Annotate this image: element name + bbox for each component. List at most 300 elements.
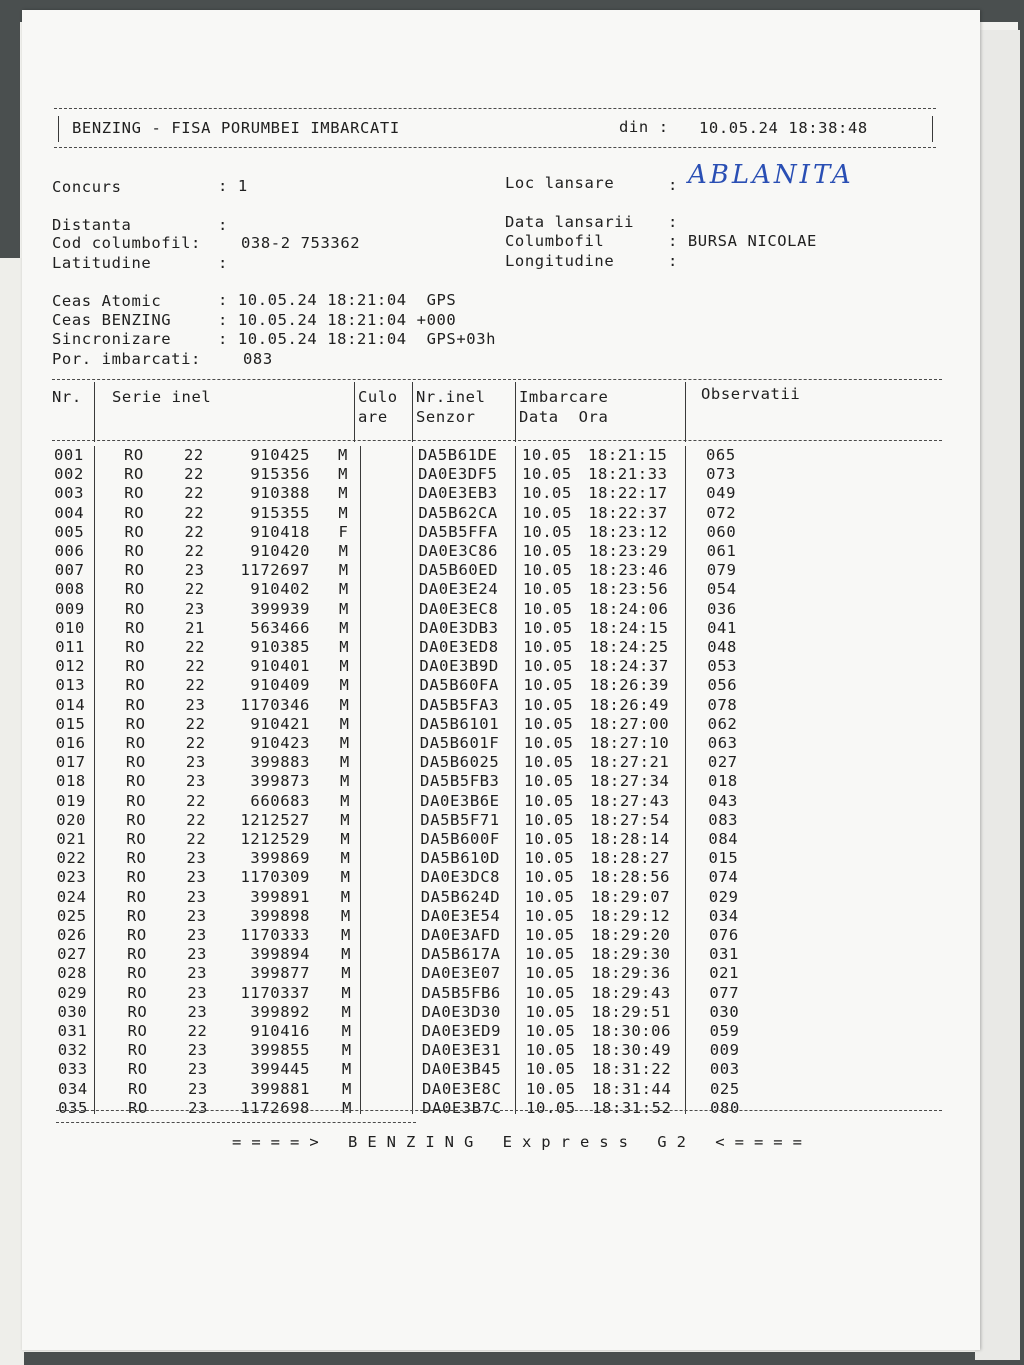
cell-num: 910423 (250, 734, 310, 752)
ceas-benzing-value: : 10.05.24 18:21:04 +000 (218, 311, 457, 329)
cell-yr: 23 (188, 1098, 208, 1117)
cell-time: 18:23:46 (588, 561, 669, 580)
cell-date: 10.05 (524, 849, 575, 868)
header-bottom-rule (54, 147, 936, 148)
cell-date: 10.05 (524, 810, 574, 829)
cell-cc: RO (127, 1022, 148, 1040)
cell-time: 18:26:49 (589, 695, 670, 714)
column-divider (360, 446, 361, 1114)
cell-cc: RO (126, 791, 147, 810)
cell-date: 10.05 (524, 791, 574, 810)
cell-sex: M (340, 849, 351, 868)
cell-num: 1172698 (240, 1098, 310, 1117)
cell-cc: RO (124, 503, 145, 522)
cell-obs: 034 (708, 906, 739, 925)
cell-date: 10.05 (525, 983, 576, 1002)
cell-sex: M (341, 983, 352, 1002)
cell-cc: RO (124, 465, 144, 484)
cell-nr: 014 (55, 695, 86, 714)
cell-time: 18:27:10 (589, 734, 670, 752)
cell-obs: 077 (709, 983, 740, 1002)
cell-yr: 22 (186, 791, 207, 810)
cell-yr: 23 (187, 983, 208, 1002)
cell-sensor: DA5B5F71 (420, 810, 500, 829)
cell-sensor: DA0E3E8C (421, 1079, 502, 1098)
data-lansarii-value: : (668, 213, 678, 231)
cell-sex: M (341, 1079, 352, 1098)
cell-cc: RO (125, 618, 145, 637)
cell-sex: M (340, 791, 351, 810)
cell-num: 910420 (250, 542, 310, 560)
cell-nr: 008 (54, 580, 85, 599)
cell-obs: 049 (706, 484, 737, 503)
cell-time: 18:27:34 (590, 772, 670, 791)
cell-yr: 23 (187, 945, 207, 964)
cell-cc: RO (124, 580, 145, 599)
cell-obs: 041 (707, 618, 737, 637)
table-bottom-rule (56, 1110, 942, 1111)
cell-date: 10.05 (525, 1060, 576, 1079)
cell-obs: 060 (706, 522, 737, 541)
cell-num: 1212527 (240, 810, 310, 829)
cell-yr: 22 (184, 580, 205, 599)
sincronizare-value: : 10.05.24 18:21:04 GPS+03h (218, 330, 497, 348)
cell-time: 18:30:06 (591, 1022, 672, 1040)
cell-time: 18:27:21 (589, 753, 670, 772)
cell-date: 10.05 (522, 446, 572, 464)
ceas-atomic-label: Ceas Atomic (52, 292, 162, 310)
header-right-border (932, 116, 933, 142)
cell-sensor: DA0E3B9D (419, 657, 499, 676)
cell-cc: RO (127, 926, 147, 944)
cell-num: 399939 (250, 599, 310, 618)
cell-obs: 063 (707, 734, 738, 752)
cell-time: 18:29:07 (590, 887, 671, 906)
cell-yr: 23 (187, 1002, 208, 1021)
cell-cc: RO (126, 906, 147, 925)
cell-date: 10.05 (524, 868, 575, 887)
cell-cc: RO (126, 772, 146, 791)
cell-num: 1170337 (240, 983, 310, 1002)
cell-sex: M (340, 810, 351, 829)
cell-sensor: DA0E3C86 (418, 542, 499, 560)
cell-sex: M (338, 561, 349, 580)
cell-yr: 23 (187, 1060, 208, 1079)
cell-cc: RO (125, 657, 146, 676)
cell-cc: RO (125, 714, 146, 733)
cell-yr: 23 (185, 753, 206, 772)
cell-date: 10.05 (526, 1098, 576, 1117)
cell-nr: 021 (56, 830, 87, 848)
cell-num: 915356 (250, 465, 310, 484)
cell-sex: M (338, 446, 348, 464)
cell-cc: RO (127, 964, 148, 983)
cell-sex: M (339, 638, 350, 656)
cell-nr: 015 (55, 714, 86, 733)
column-divider (515, 382, 516, 442)
cell-sensor: DA5B5FB3 (420, 772, 500, 791)
cell-sensor: DA0E3E24 (418, 580, 499, 599)
cell-cc: RO (126, 887, 147, 906)
cell-yr: 23 (185, 695, 206, 714)
cell-obs: 080 (710, 1098, 740, 1117)
cell-cc: RO (124, 446, 144, 464)
cell-yr: 23 (186, 887, 207, 906)
cell-sex: M (338, 599, 349, 618)
cell-num: 910418 (250, 522, 310, 541)
column-divider (94, 446, 95, 1114)
cell-yr: 22 (184, 484, 205, 503)
cell-nr: 029 (57, 983, 88, 1002)
cell-date: 10.05 (523, 618, 573, 637)
cell-num: 563466 (250, 618, 310, 637)
cell-obs: 043 (708, 791, 738, 810)
cell-obs: 083 (708, 810, 739, 829)
header-top-rule (54, 108, 936, 109)
cell-num: 399883 (250, 753, 310, 772)
cell-obs: 065 (706, 446, 736, 464)
data-lansarii-label: Data lansarii (505, 213, 635, 231)
cell-num: 910416 (250, 1022, 310, 1040)
cell-sensor: DA0E3ED8 (419, 638, 499, 656)
cell-num: 399877 (250, 964, 310, 983)
cell-time: 18:23:29 (588, 542, 669, 560)
cell-obs: 059 (709, 1022, 740, 1040)
cell-num: 399445 (250, 1060, 310, 1079)
cell-obs: 076 (709, 926, 739, 944)
cell-obs: 056 (707, 676, 738, 695)
cell-obs: 072 (706, 503, 737, 522)
cell-obs: 030 (709, 1002, 740, 1021)
footer-banner: ====> BENZING Express G2 <==== (232, 1133, 812, 1151)
cell-yr: 23 (187, 1041, 208, 1060)
cell-obs: 009 (709, 1041, 740, 1060)
cell-date: 10.05 (523, 638, 573, 656)
cell-yr: 23 (184, 599, 205, 618)
cell-time: 18:29:43 (591, 983, 671, 1002)
cell-num: 910401 (250, 657, 310, 676)
cell-time: 18:29:20 (591, 926, 671, 944)
cell-cc: RO (127, 1041, 148, 1060)
cell-nr: 002 (54, 465, 84, 484)
cell-cc: RO (128, 1098, 148, 1117)
cell-num: 399891 (250, 887, 310, 906)
porumbei-imbarcati-value: 083 (243, 350, 273, 368)
cell-nr: 010 (55, 618, 85, 637)
cell-num: 399898 (250, 906, 310, 925)
cell-sex: M (341, 945, 352, 964)
cell-obs: 021 (709, 964, 740, 983)
paper-stack-edge (975, 30, 1020, 1360)
cell-sensor: DA5B6101 (419, 714, 500, 733)
cell-obs: 036 (706, 599, 737, 618)
cell-date: 10.05 (525, 926, 575, 944)
ceas-benzing-label: Ceas BENZING (52, 311, 172, 329)
cell-num: 1170333 (240, 926, 310, 944)
cell-sex: M (338, 580, 349, 599)
column-divider (685, 382, 686, 442)
cell-sensor: DA0E3D30 (421, 1002, 501, 1021)
column-header-imbarcare: Imbarcare (519, 388, 609, 406)
cell-time: 18:23:56 (588, 580, 669, 599)
cell-time: 18:24:06 (588, 599, 669, 618)
cell-obs: 061 (706, 542, 737, 560)
column-divider (354, 382, 355, 442)
cell-date: 10.05 (525, 1041, 576, 1060)
cell-nr: 001 (54, 446, 84, 464)
column-divider (412, 382, 413, 442)
cell-time: 18:30:49 (591, 1041, 672, 1060)
cell-time: 18:28:14 (590, 830, 670, 848)
cell-cc: RO (125, 695, 146, 714)
cell-nr: 034 (57, 1079, 88, 1098)
cell-date: 10.05 (522, 542, 573, 560)
cell-obs: 029 (708, 887, 739, 906)
cell-date: 10.05 (523, 734, 574, 752)
cell-time: 18:22:37 (588, 503, 668, 522)
columbofil-label: Columbofil (505, 232, 605, 250)
cell-date: 10.05 (522, 580, 573, 599)
cell-sensor: DA0E3E07 (421, 964, 501, 983)
cell-cc: RO (125, 676, 146, 695)
cell-date: 10.05 (522, 599, 573, 618)
din-label: din : (619, 118, 669, 136)
cell-num: 399873 (250, 772, 310, 791)
cell-obs: 027 (707, 753, 738, 772)
cell-nr: 025 (56, 906, 87, 925)
column-header-serie-inel: Serie inel (112, 388, 212, 406)
cell-cc: RO (127, 1079, 148, 1098)
cell-yr: 22 (185, 676, 206, 695)
cell-nr: 006 (54, 542, 85, 560)
paper-stack-left (0, 258, 24, 1365)
cell-sensor: DA0E3DC8 (420, 868, 501, 887)
cell-cc: RO (127, 945, 147, 964)
cell-sex: M (339, 734, 350, 752)
cell-date: 10.05 (522, 484, 572, 503)
cell-nr: 018 (56, 772, 86, 791)
column-header-senzor: Senzor (416, 408, 476, 426)
cell-sex: M (341, 1041, 352, 1060)
cell-cc: RO (124, 561, 145, 580)
cell-date: 10.05 (523, 714, 574, 733)
cell-time: 18:27:00 (589, 714, 670, 733)
cell-sensor: DA0E3B45 (421, 1060, 502, 1079)
cell-sex: M (339, 657, 350, 676)
column-divider (412, 446, 413, 1114)
cell-obs: 073 (706, 465, 736, 484)
cell-date: 10.05 (525, 945, 575, 964)
cell-yr: 23 (186, 868, 207, 887)
ceas-atomic-value: : 10.05.24 18:21:04 GPS (218, 291, 457, 309)
cell-sex: M (340, 887, 351, 906)
loc-lansare-label: Loc lansare (505, 174, 615, 192)
cell-nr: 012 (55, 657, 86, 676)
cell-sex: M (339, 676, 350, 695)
cell-num: 660683 (250, 791, 310, 810)
cell-nr: 022 (56, 849, 87, 868)
cell-yr: 22 (186, 810, 207, 829)
cell-yr: 22 (184, 542, 205, 560)
loc-lansare-handwritten: ABLANITA (688, 160, 854, 190)
cell-time: 18:22:17 (588, 484, 668, 503)
cell-time: 18:21:15 (588, 446, 668, 464)
cell-yr: 22 (186, 830, 207, 848)
column-header-nr-inel: Nr.inel (416, 388, 486, 406)
cell-num: 399894 (250, 945, 310, 964)
cell-cc: RO (124, 522, 145, 541)
cell-nr: 013 (55, 676, 86, 695)
cell-yr: 23 (184, 561, 205, 580)
cell-date: 10.05 (523, 676, 574, 695)
table-top-rule (52, 379, 942, 380)
cell-date: 10.05 (523, 657, 573, 676)
cell-cc: RO (125, 734, 146, 752)
cell-time: 18:31:22 (591, 1060, 672, 1079)
cell-sensor: DA5B617A (421, 945, 501, 964)
cell-time: 18:24:15 (589, 618, 669, 637)
longitudine-label: Longitudine (505, 252, 615, 270)
cell-time: 18:27:43 (590, 791, 670, 810)
cell-obs: 031 (709, 945, 739, 964)
loc-lansare-sep: : (668, 176, 678, 194)
column-header-culoare: Culo (358, 388, 398, 406)
cell-obs: 015 (708, 849, 739, 868)
cell-yr: 22 (185, 657, 206, 676)
cell-num: 1212529 (240, 830, 310, 848)
cell-sex: M (338, 465, 349, 484)
cell-time: 18:29:12 (590, 906, 671, 925)
cell-sensor: DA0E3B7C (422, 1098, 502, 1117)
cell-sensor: DA0E3EC8 (418, 599, 499, 618)
cell-sex: M (342, 1098, 353, 1117)
cell-sex: M (340, 868, 351, 887)
cell-time: 18:31:44 (591, 1079, 672, 1098)
cell-nr: 027 (57, 945, 87, 964)
cell-nr: 032 (57, 1041, 88, 1060)
cell-obs: 074 (708, 868, 739, 887)
cell-date: 10.05 (524, 772, 574, 791)
cell-sensor: DA0E3E31 (421, 1041, 502, 1060)
cell-nr: 035 (58, 1098, 88, 1117)
cell-date: 10.05 (525, 1002, 576, 1021)
cod-columbofil-label: Cod columbofil: (52, 234, 201, 252)
cell-yr: 23 (186, 849, 207, 868)
din-value: 10.05.24 18:38:48 (699, 119, 868, 137)
cell-yr: 22 (185, 714, 206, 733)
cell-time: 18:23:12 (588, 522, 668, 541)
cell-nr: 009 (54, 599, 85, 618)
cell-date: 10.05 (523, 753, 574, 772)
cell-date: 10.05 (525, 964, 575, 983)
cell-nr: 019 (56, 791, 86, 810)
cell-sensor: DA0E3EB3 (418, 484, 498, 503)
cell-cc: RO (125, 753, 146, 772)
cell-yr: 22 (187, 1022, 208, 1040)
cell-num: 910409 (250, 676, 310, 695)
cell-sensor: DA5B5FA3 (419, 695, 500, 714)
cell-obs: 084 (708, 830, 739, 848)
cell-sensor: DA5B6025 (419, 753, 500, 772)
cell-nr: 030 (57, 1002, 88, 1021)
cell-time: 18:27:54 (590, 810, 670, 829)
cell-sensor: DA5B610D (420, 849, 500, 868)
cell-sex: M (340, 830, 351, 848)
cell-cc: RO (126, 830, 147, 848)
cell-sex: F (338, 522, 349, 541)
cell-time: 18:26:39 (589, 676, 669, 695)
cell-sex: M (341, 926, 351, 944)
cell-cc: RO (127, 983, 148, 1002)
cell-yr: 23 (187, 926, 207, 944)
cell-cc: RO (124, 542, 145, 560)
cell-date: 10.05 (524, 830, 575, 848)
cell-date: 10.05 (523, 695, 574, 714)
cell-sensor: DA0E3DF5 (418, 465, 498, 484)
document-title: BENZING - FISA PORUMBEI IMBARCATI (72, 119, 400, 137)
cell-date: 10.05 (522, 522, 573, 541)
cell-sex: M (339, 695, 350, 714)
cell-time: 18:28:27 (590, 849, 670, 868)
printout-page (22, 10, 980, 1350)
cell-date: 10.05 (522, 561, 573, 580)
latitudine-value: : (218, 254, 228, 272)
cell-time: 18:29:30 (591, 945, 671, 964)
cell-date: 10.05 (525, 1079, 576, 1098)
cell-num: 910425 (250, 446, 310, 464)
sincronizare-label: Sincronizare (52, 330, 172, 348)
header-left-border (58, 116, 59, 142)
cell-sensor: DA0E3E54 (420, 906, 501, 925)
cell-obs: 053 (707, 657, 738, 676)
cell-sex: M (339, 753, 350, 772)
cell-sensor: DA5B5FFA (418, 522, 498, 541)
cell-nr: 016 (55, 734, 86, 752)
cell-cc: RO (127, 1002, 148, 1021)
column-header-observatii: Observatii (701, 385, 801, 403)
cell-num: 1170309 (240, 868, 310, 887)
cell-sex: M (340, 906, 351, 925)
table-bottom-rule-2 (56, 1122, 416, 1123)
latitudine-label: Latitudine (52, 254, 152, 272)
distanta-value: : (218, 216, 228, 234)
cell-date: 10.05 (525, 1022, 576, 1040)
cell-sex: M (338, 484, 349, 503)
cell-num: 910421 (250, 714, 310, 733)
cell-sensor: DA5B5FB6 (421, 983, 501, 1002)
column-header-nr: Nr. (52, 388, 82, 406)
cell-cc: RO (124, 484, 145, 503)
cell-cc: RO (126, 849, 147, 868)
cell-num: 915355 (250, 503, 310, 522)
cell-nr: 031 (57, 1022, 88, 1040)
cell-cc: RO (127, 1060, 148, 1079)
cell-obs: 025 (709, 1079, 740, 1098)
cell-obs: 048 (707, 638, 737, 656)
cell-date: 10.05 (522, 465, 572, 484)
cell-nr: 004 (54, 503, 85, 522)
cell-sensor: DA0E3AFD (421, 926, 501, 944)
column-header-data-ora: Data Ora (519, 408, 609, 426)
cell-num: 1172697 (240, 561, 310, 580)
cell-sensor: DA0E3DB3 (419, 618, 499, 637)
cell-sensor: DA5B600F (420, 830, 500, 848)
cell-nr: 003 (54, 484, 85, 503)
cell-time: 18:21:33 (588, 465, 668, 484)
cell-sex: M (339, 618, 350, 637)
cell-sensor: DA5B60ED (418, 561, 499, 580)
cell-date: 10.05 (524, 906, 575, 925)
